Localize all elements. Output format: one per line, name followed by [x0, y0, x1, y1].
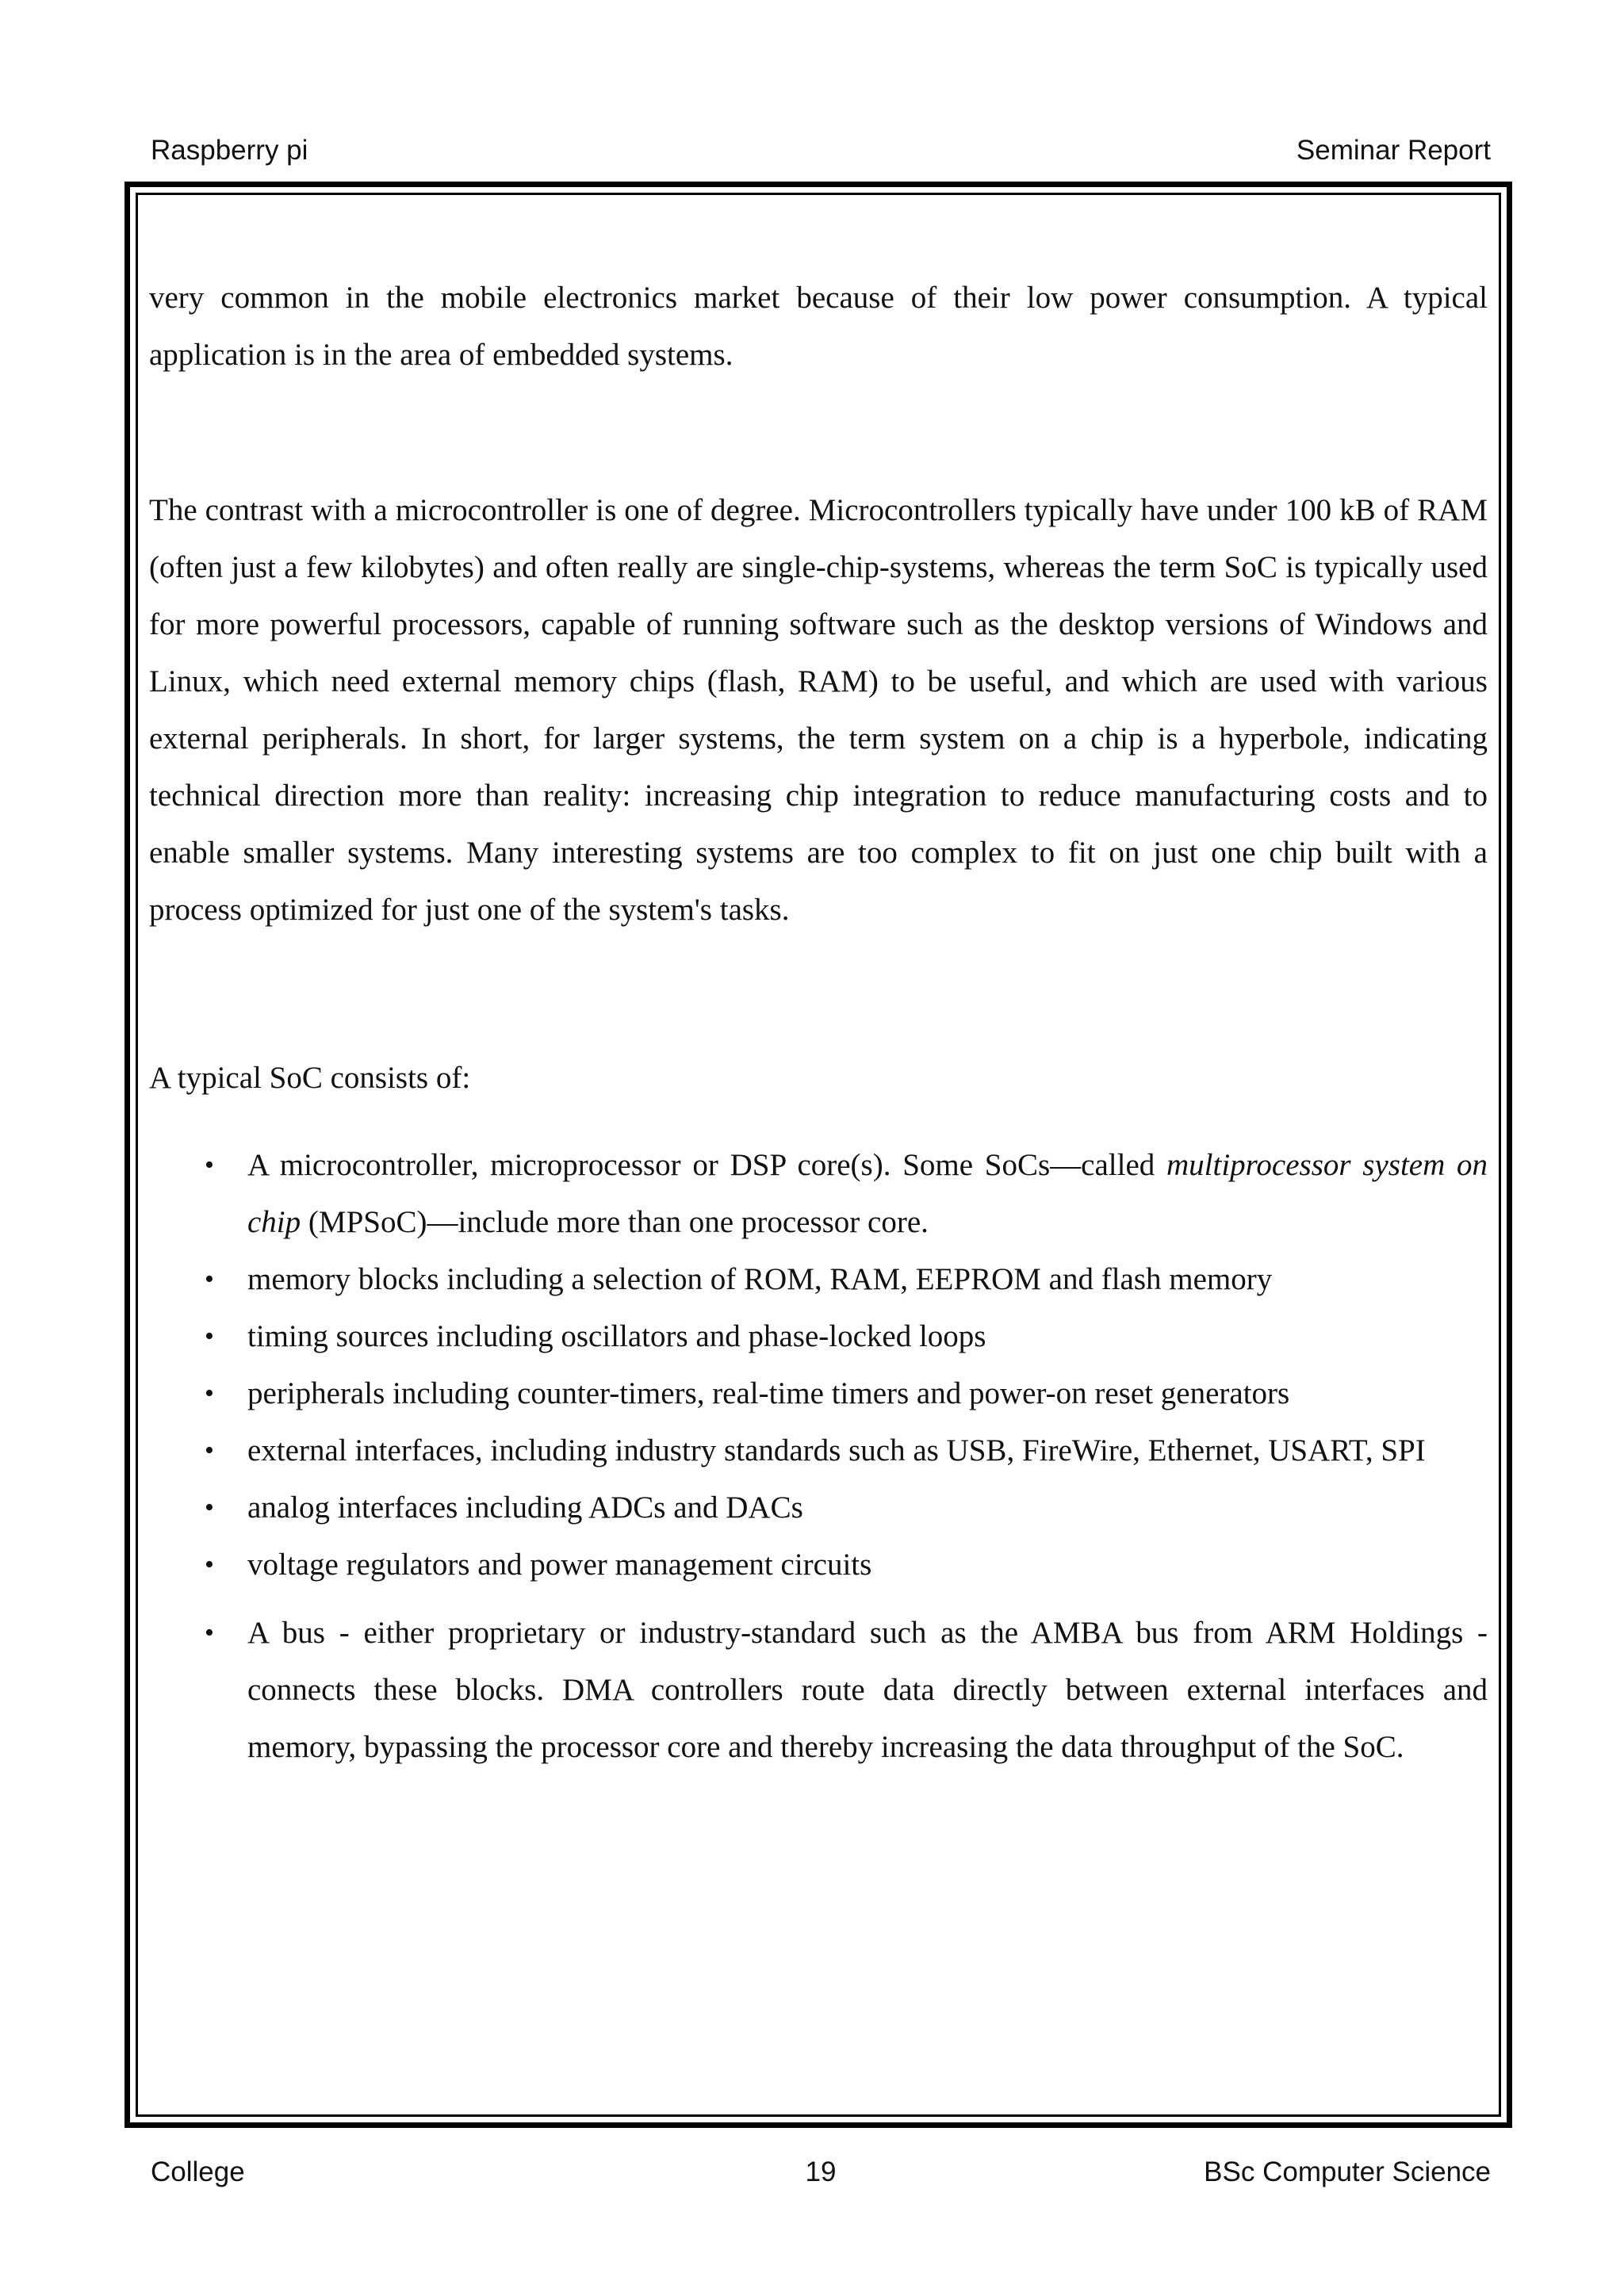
footer-course: BSc Computer Science	[1204, 2156, 1491, 2187]
bullet-icon: •	[205, 1265, 214, 1294]
list-item-text: timing sources including oscillators and phase-locked loops	[247, 1319, 986, 1353]
footer-institution: College	[151, 2156, 245, 2187]
list-item	[149, 1536, 1488, 1594]
list-item	[149, 1605, 1488, 1776]
bullet-icon: •	[205, 1150, 214, 1180]
bullet-icon: •	[205, 1322, 214, 1351]
bullet-icon: •	[205, 1550, 214, 1579]
soc-components-list	[149, 1137, 1488, 1776]
list-item-text: memory blocks including a selection of ROM, RAM, EEPROM and flash memory	[247, 1262, 1273, 1296]
bullet-icon: •	[205, 1618, 214, 1647]
list-item-text: external interfaces, including industry standards such as USB, FireWire, Ethernet, USART, SPI	[247, 1433, 1426, 1468]
list-item	[149, 1308, 1488, 1365]
header-report-type: Seminar Report	[1296, 135, 1491, 166]
list-item	[149, 1365, 1488, 1422]
page-number: 19	[805, 2156, 837, 2187]
list-item-emphasis: multiprocessor system on chip	[247, 1148, 1488, 1239]
list-item-text: A microcontroller, microprocessor or DSP core(s). Some SoCs—called	[247, 1148, 1166, 1182]
bullet-icon: •	[205, 1493, 214, 1522]
bullet-icon: •	[205, 1379, 214, 1408]
list-item-text: voltage regulators and power management circuits	[247, 1548, 872, 1582]
body-content	[149, 270, 1488, 1776]
list-item-text: A bus - either proprietary or industry-standard such as the AMBA bus from ARM Holdings - connects these blocks. DMA controllers route data directly between external interfaces and memory, bypassing the processor core and thereby increasing the data throughput of the SoC.	[247, 1616, 1488, 1764]
running-footer	[151, 2156, 1491, 2196]
header-title: Raspberry pi	[151, 135, 308, 166]
running-header	[151, 135, 1491, 174]
bullet-icon: •	[205, 1436, 214, 1465]
list-item	[149, 1137, 1488, 1251]
paragraph-soc-consists: A typical SoC consists of:	[149, 1061, 471, 1095]
list-item	[149, 1422, 1488, 1479]
list-item	[149, 1251, 1488, 1308]
list-item	[149, 1479, 1488, 1536]
list-item-text: peripherals including counter-timers, real-time timers and power-on reset generators	[247, 1376, 1290, 1410]
paragraph-intro: very common in the mobile electronics market because of their low power consumption. A typical application is in the area of embedded systems.	[149, 281, 1488, 372]
paragraph-microcontroller-contrast: The contrast with a microcontroller is one of degree. Microcontrollers typically have under 100 kB of RAM (often just a few kilobytes) and often really are single-chip-systems, whereas the term SoC is typically used for more powerful processors, capable of running software such as the desktop versions of Windows and Linux, which need external memory chips (flash, RAM) to be useful, and which are used with various external peripherals. In short, for larger systems, the term system on a chip is a hyperbole, indicating technical direction more than reality: increasing chip integration to reduce manufacturing costs and to enable smaller systems. Many interesting systems are too complex to fit on just one chip built with a process optimized for just one of the system's tasks.	[149, 493, 1488, 927]
list-item-text: analog interfaces including ADCs and DACs	[247, 1490, 803, 1525]
list-item-text: (MPSoC)—include more than one processor core.	[301, 1205, 929, 1239]
